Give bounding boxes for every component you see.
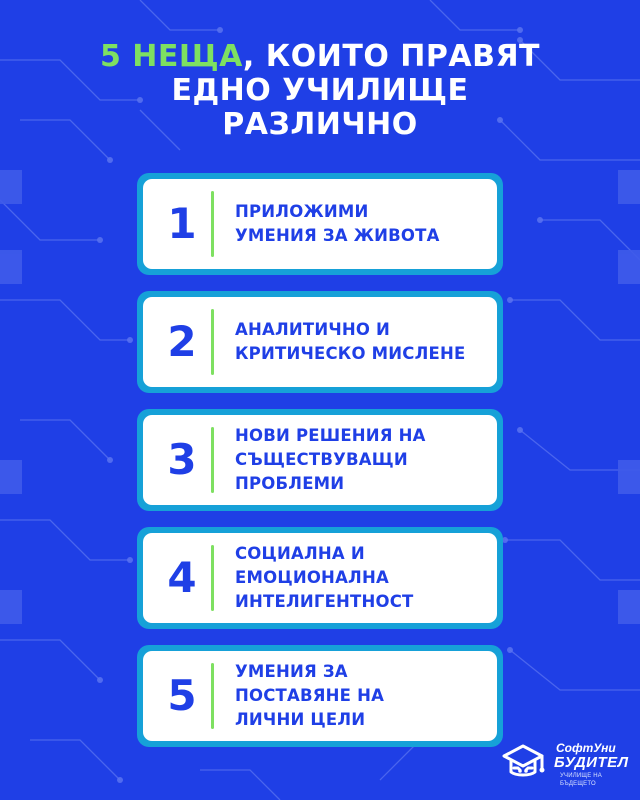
card-body <box>143 533 497 623</box>
logo-brand-text: СофтУни <box>556 741 616 755</box>
item-label-line: ПРОБЛЕМИ <box>235 474 345 493</box>
item-label-line: НОВИ РЕШЕНИЯ НА <box>235 426 426 445</box>
item-label <box>235 297 487 387</box>
item-label <box>235 415 487 505</box>
title-rest: , КОИТО ПРАВЯТ <box>242 39 541 74</box>
item-label-line: ПРИЛОЖИМИ <box>235 202 369 221</box>
item-number: 1 <box>167 199 197 248</box>
item-label-line: ПОСТАВЯНЕ НА <box>235 686 385 705</box>
brand-logo <box>500 738 629 787</box>
logo-tagline: УЧИЛИЩЕ НА БЪДЕЩЕТО <box>560 773 603 787</box>
item-label-line: УМЕНИЯ ЗА ЖИВОТА <box>235 226 440 245</box>
accent-divider <box>211 309 214 375</box>
item-number: 2 <box>167 317 197 366</box>
list-item-3 <box>137 409 503 511</box>
accent-divider <box>211 545 214 611</box>
item-number: 3 <box>167 435 197 484</box>
item-number: 4 <box>167 553 197 602</box>
item-label <box>235 179 487 269</box>
item-label-line: ИНТЕЛИГЕНТНОСТ <box>235 592 414 611</box>
card-body <box>143 651 497 741</box>
title-accent: 5 НЕЩА <box>99 39 243 74</box>
logo-name-text: БУДИТЕЛ <box>554 754 629 771</box>
item-label <box>235 651 487 741</box>
accent-divider <box>211 191 214 257</box>
card-body <box>143 179 497 269</box>
list-item-1 <box>137 173 503 275</box>
item-label <box>235 533 487 623</box>
title-line-2: ЕДНО УЧИЛИЩЕ <box>171 73 469 108</box>
item-label-line: АНАЛИТИЧНО И <box>235 320 391 339</box>
list-item-2 <box>137 291 503 393</box>
graduation-cap-circuit-icon <box>500 740 546 784</box>
item-label-line: СОЦИАЛНА И <box>235 544 365 563</box>
title-line-3: РАЗЛИЧНО <box>222 107 418 142</box>
accent-divider <box>211 663 214 729</box>
item-label-line: ЛИЧНИ ЦЕЛИ <box>235 710 366 729</box>
page-title <box>0 40 640 142</box>
item-label-line: УМЕНИЯ ЗА <box>235 662 348 681</box>
item-label-line: КРИТИЧЕСКО МИСЛЕНЕ <box>235 344 466 363</box>
item-number: 5 <box>167 671 197 720</box>
item-label-line: СЪЩЕСТВУВАЩИ <box>235 450 408 469</box>
list-item-5 <box>137 645 503 747</box>
card-body <box>143 415 497 505</box>
item-label-line: ЕМОЦИОНАЛНА <box>235 568 389 587</box>
card-body <box>143 297 497 387</box>
accent-divider <box>211 427 214 493</box>
list-item-4 <box>137 527 503 629</box>
title-line-1 <box>0 40 640 74</box>
